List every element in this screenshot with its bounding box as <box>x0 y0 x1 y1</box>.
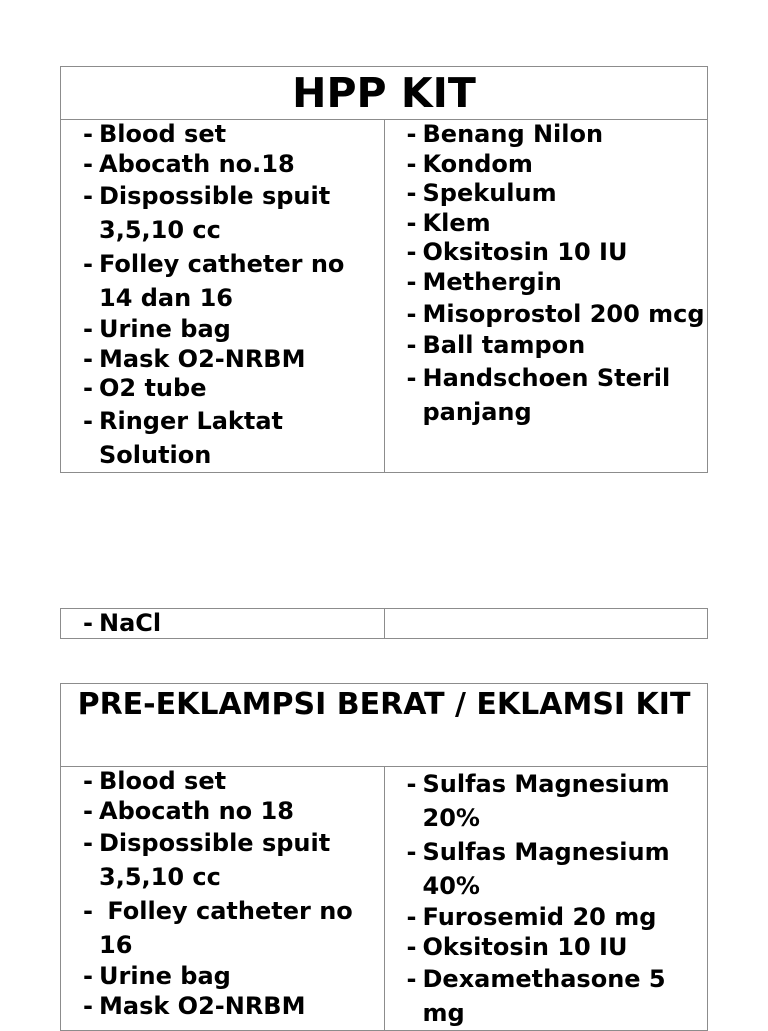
hpp-kit-continuation-left <box>61 609 385 639</box>
list-item: - Folley catheter no 16 <box>83 897 362 959</box>
hpp-kit-continuation-right <box>384 609 708 639</box>
peb-kit-title: PRE-EKLAMPSI BERAT / EKLAMSI KIT <box>61 684 708 767</box>
list-item: - Mask O2-NRBM <box>83 344 306 373</box>
list-item: - Urine bag <box>83 315 231 343</box>
hpp-kit-left-list <box>61 120 384 472</box>
list-item: - Ringer Laktat Solution <box>83 406 284 469</box>
list-item: - NaCl <box>83 609 162 637</box>
list-item: - Misoprostol 200 mcg <box>406 300 705 328</box>
list-item: - Abocath no 18 <box>83 796 294 825</box>
list-item: - Klem <box>406 208 491 237</box>
list-item: - Dispossible spuit 3,5,10 cc <box>83 182 331 244</box>
list-item: - Urine bag <box>83 962 231 990</box>
peb-kit-right-column <box>384 767 708 1031</box>
list-item: - Dexamethasone 5 mg <box>406 965 666 1027</box>
list-item: - Ball tampon <box>406 331 586 359</box>
hpp-kit-table <box>60 66 708 473</box>
hpp-kit-right-list <box>385 120 708 429</box>
list-item: - Methergin <box>406 267 562 296</box>
list-item: - Sulfas Magnesium 20% <box>406 770 670 832</box>
list-item: - Oksitosin 10 IU <box>406 238 628 266</box>
list-item: - O2 tube <box>83 374 207 402</box>
hpp-kit-right-column <box>384 120 708 473</box>
peb-kit-left-column <box>61 767 385 1031</box>
list-item: - Oksitosin 10 IU <box>406 932 628 961</box>
list-item: - Blood set <box>83 767 227 795</box>
list-item: - Dispossible spuit 3,5,10 cc <box>83 829 331 891</box>
list-item: - Blood set <box>83 120 227 148</box>
peb-kit-right-list <box>385 767 708 1030</box>
list-item: - Sulfas Magnesium 40% <box>406 838 670 900</box>
list-item: - Benang Nilon <box>406 120 604 148</box>
hpp-kit-left-column <box>61 120 385 473</box>
list-item: - Spekulum <box>406 179 557 207</box>
list-item: - Abocath no.18 <box>83 149 295 178</box>
hpp-kit-continuation-list <box>61 609 384 638</box>
list-item: - Handschoen Steril panjang <box>406 363 671 426</box>
list-item: - Kondom <box>406 149 533 178</box>
list-item: - Mask O2-NRBM <box>83 991 306 1020</box>
hpp-kit-title: HPP KIT <box>61 67 708 120</box>
list-item: - Folley catheter no 14 dan 16 <box>83 250 345 312</box>
peb-kit-table <box>60 683 708 1031</box>
peb-kit-left-list <box>61 767 384 1021</box>
list-item: - Furosemid 20 mg <box>406 903 657 931</box>
hpp-kit-continuation-table <box>60 608 708 639</box>
